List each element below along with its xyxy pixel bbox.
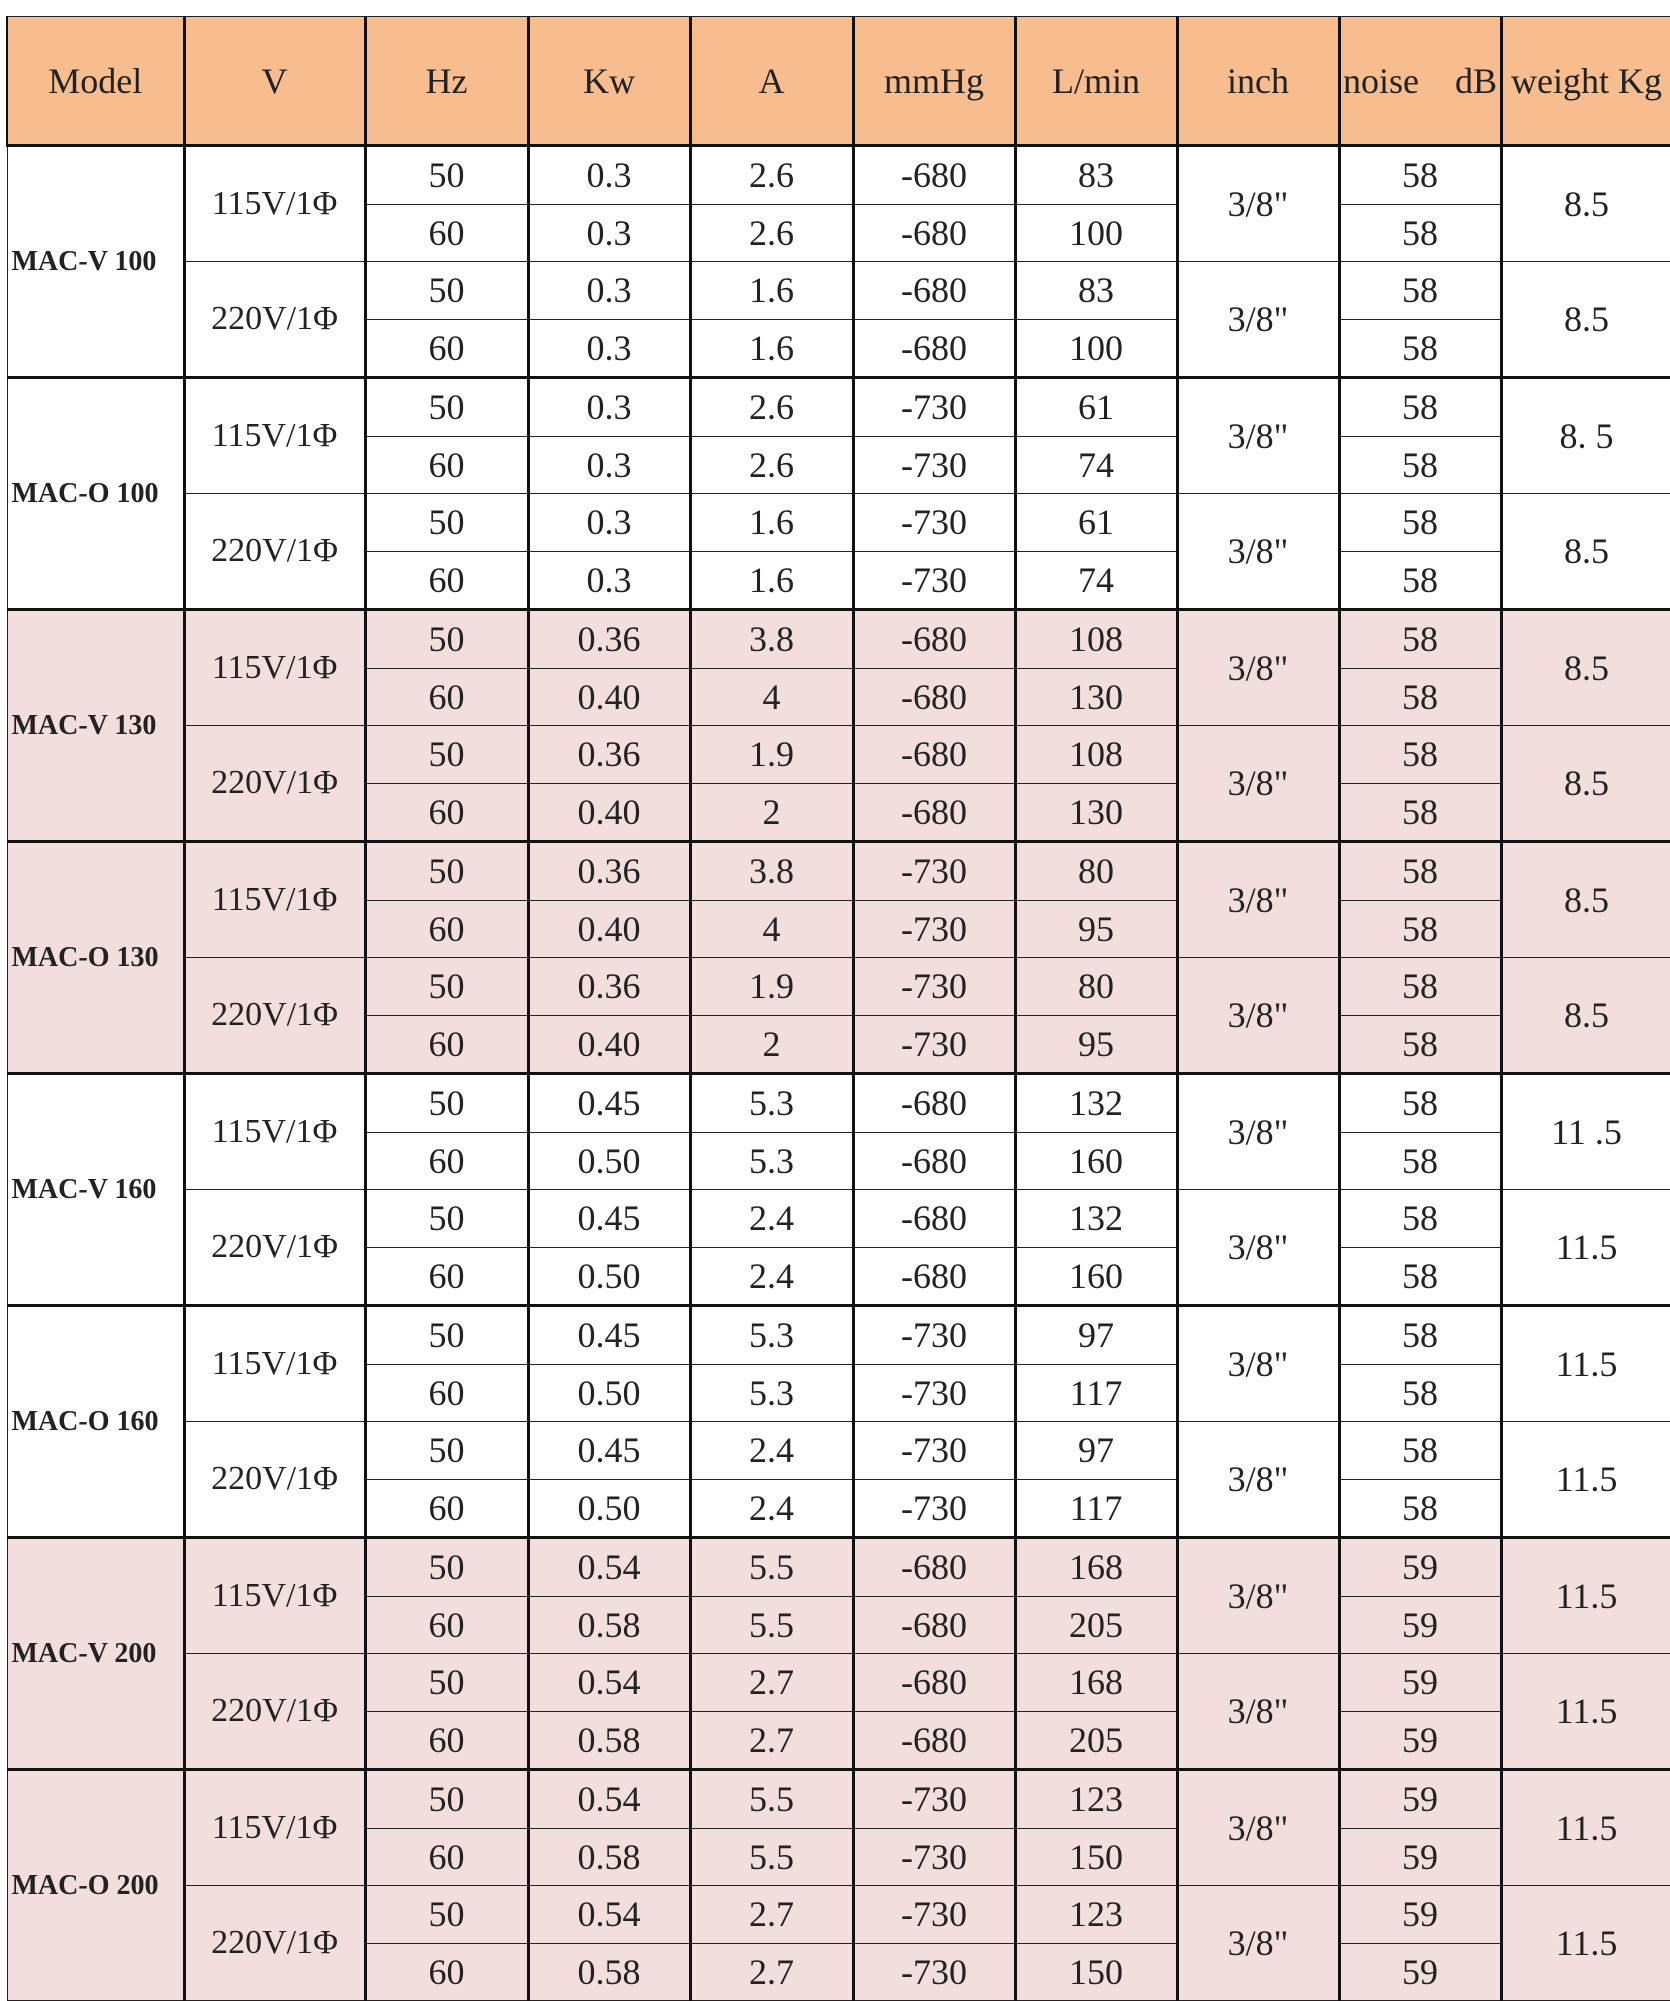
- hz-cell: 50: [365, 1422, 528, 1480]
- amps-cell: 5.5: [690, 1538, 853, 1597]
- noise-cell: 58: [1339, 726, 1501, 784]
- kw-cell: 0.3: [528, 319, 690, 378]
- header-inch: inch: [1177, 17, 1339, 146]
- flow-cell: 108: [1015, 610, 1177, 669]
- kw-cell: 0.58: [528, 1828, 690, 1886]
- weight-cell: 8.5: [1501, 262, 1670, 378]
- noise-cell: 58: [1339, 1364, 1501, 1422]
- inch-cell: 3/8": [1177, 146, 1339, 262]
- header-model: Model: [7, 17, 184, 146]
- inch-cell: 3/8": [1177, 1654, 1339, 1770]
- kw-cell: 0.50: [528, 1479, 690, 1538]
- voltage-cell: 220V/1Φ: [184, 726, 365, 842]
- model-group: [7, 1770, 1670, 2001]
- flow-cell: 150: [1015, 1943, 1177, 2001]
- weight-cell: 11.5: [1501, 1538, 1670, 1654]
- noise-cell: 58: [1339, 610, 1501, 669]
- table-row: [7, 1190, 1670, 1248]
- model-name: MAC-O 100: [7, 378, 184, 610]
- kw-cell: 0.36: [528, 726, 690, 784]
- kw-cell: 0.58: [528, 1711, 690, 1770]
- weight-cell: 8. 5: [1501, 378, 1670, 494]
- hz-cell: 50: [365, 1074, 528, 1133]
- hz-cell: 50: [365, 1306, 528, 1365]
- inch-cell: 3/8": [1177, 1190, 1339, 1306]
- voltage-cell: 115V/1Φ: [184, 1306, 365, 1422]
- amps-cell: 5.3: [690, 1306, 853, 1365]
- kw-cell: 0.40: [528, 900, 690, 958]
- flow-cell: 123: [1015, 1886, 1177, 1944]
- table-row: [7, 958, 1670, 1016]
- kw-cell: 0.3: [528, 551, 690, 610]
- noise-cell: 58: [1339, 900, 1501, 958]
- header-hz: Hz: [365, 17, 528, 146]
- flow-cell: 108: [1015, 726, 1177, 784]
- inch-cell: 3/8": [1177, 610, 1339, 726]
- mmhg-cell: -680: [853, 204, 1015, 262]
- mmhg-cell: -730: [853, 494, 1015, 552]
- amps-cell: 5.5: [690, 1596, 853, 1654]
- flow-cell: 74: [1015, 551, 1177, 610]
- kw-cell: 0.40: [528, 1015, 690, 1074]
- hz-cell: 50: [365, 262, 528, 320]
- kw-cell: 0.50: [528, 1364, 690, 1422]
- hz-cell: 60: [365, 319, 528, 378]
- noise-cell: 58: [1339, 204, 1501, 262]
- hz-cell: 50: [365, 842, 528, 901]
- mmhg-cell: -680: [853, 726, 1015, 784]
- amps-cell: 2.7: [690, 1654, 853, 1712]
- noise-cell: 58: [1339, 436, 1501, 494]
- voltage-cell: 115V/1Φ: [184, 1538, 365, 1654]
- hz-cell: 60: [365, 1943, 528, 2001]
- flow-cell: 80: [1015, 958, 1177, 1016]
- hz-cell: 50: [365, 146, 528, 205]
- flow-cell: 205: [1015, 1596, 1177, 1654]
- hz-cell: 60: [365, 1132, 528, 1190]
- noise-cell: 58: [1339, 1422, 1501, 1480]
- inch-cell: 3/8": [1177, 726, 1339, 842]
- hz-cell: 60: [365, 1479, 528, 1538]
- model-name: MAC-V 160: [7, 1074, 184, 1306]
- amps-cell: 2.7: [690, 1943, 853, 2001]
- noise-cell: 58: [1339, 1190, 1501, 1248]
- inch-cell: 3/8": [1177, 958, 1339, 1074]
- flow-cell: 168: [1015, 1654, 1177, 1712]
- noise-cell: 58: [1339, 551, 1501, 610]
- inch-cell: 3/8": [1177, 1770, 1339, 1886]
- table-row: [7, 494, 1670, 552]
- kw-cell: 0.40: [528, 668, 690, 726]
- mmhg-cell: -730: [853, 842, 1015, 901]
- flow-cell: 74: [1015, 436, 1177, 494]
- noise-cell: 59: [1339, 1828, 1501, 1886]
- mmhg-cell: -730: [853, 1422, 1015, 1480]
- hz-cell: 60: [365, 1015, 528, 1074]
- hz-cell: 50: [365, 494, 528, 552]
- flow-cell: 132: [1015, 1074, 1177, 1133]
- kw-cell: 0.54: [528, 1770, 690, 1829]
- flow-cell: 100: [1015, 204, 1177, 262]
- hz-cell: 50: [365, 1654, 528, 1712]
- hz-cell: 60: [365, 551, 528, 610]
- header-voltage: V: [184, 17, 365, 146]
- kw-cell: 0.54: [528, 1538, 690, 1597]
- kw-cell: 0.45: [528, 1306, 690, 1365]
- amps-cell: 3.8: [690, 842, 853, 901]
- model-name: MAC-O 200: [7, 1770, 184, 2001]
- model-group: [7, 378, 1670, 610]
- table-row: [7, 1306, 1670, 1365]
- weight-cell: 11.5: [1501, 1190, 1670, 1306]
- table-row: [7, 146, 1670, 205]
- voltage-cell: 220V/1Φ: [184, 1654, 365, 1770]
- noise-cell: 58: [1339, 146, 1501, 205]
- mmhg-cell: -680: [853, 146, 1015, 205]
- table-row: [7, 610, 1670, 669]
- noise-cell: 59: [1339, 1886, 1501, 1944]
- mmhg-cell: -680: [853, 668, 1015, 726]
- table-row: [7, 1422, 1670, 1480]
- hz-cell: 60: [365, 900, 528, 958]
- inch-cell: 3/8": [1177, 378, 1339, 494]
- mmhg-cell: -680: [853, 319, 1015, 378]
- amps-cell: 2.4: [690, 1247, 853, 1306]
- mmhg-cell: -730: [853, 1479, 1015, 1538]
- mmhg-cell: -730: [853, 958, 1015, 1016]
- amps-cell: 5.5: [690, 1770, 853, 1829]
- model-group: [7, 1306, 1670, 1538]
- amps-cell: 2.6: [690, 204, 853, 262]
- inch-cell: 3/8": [1177, 842, 1339, 958]
- noise-cell: 58: [1339, 378, 1501, 437]
- table-row: [7, 262, 1670, 320]
- flow-cell: 123: [1015, 1770, 1177, 1829]
- amps-cell: 2.4: [690, 1479, 853, 1538]
- weight-cell: 8.5: [1501, 842, 1670, 958]
- flow-cell: 130: [1015, 668, 1177, 726]
- noise-cell: 59: [1339, 1770, 1501, 1829]
- voltage-cell: 115V/1Φ: [184, 1770, 365, 1886]
- flow-cell: 97: [1015, 1422, 1177, 1480]
- noise-cell: 58: [1339, 262, 1501, 320]
- table-row: [7, 1654, 1670, 1712]
- hz-cell: 60: [365, 668, 528, 726]
- hz-cell: 50: [365, 1190, 528, 1248]
- voltage-cell: 115V/1Φ: [184, 146, 365, 262]
- model-group: [7, 146, 1670, 378]
- header-weight: weight Kg: [1501, 17, 1670, 146]
- flow-cell: 117: [1015, 1364, 1177, 1422]
- amps-cell: 5.3: [690, 1074, 853, 1133]
- flow-cell: 97: [1015, 1306, 1177, 1365]
- mmhg-cell: -680: [853, 1596, 1015, 1654]
- amps-cell: 5.5: [690, 1828, 853, 1886]
- amps-cell: 5.3: [690, 1364, 853, 1422]
- mmhg-cell: -680: [853, 1538, 1015, 1597]
- hz-cell: 60: [365, 436, 528, 494]
- kw-cell: 0.58: [528, 1596, 690, 1654]
- inch-cell: 3/8": [1177, 1886, 1339, 2001]
- noise-cell: 59: [1339, 1943, 1501, 2001]
- kw-cell: 0.40: [528, 783, 690, 842]
- kw-cell: 0.54: [528, 1654, 690, 1712]
- weight-cell: 8.5: [1501, 958, 1670, 1074]
- mmhg-cell: -730: [853, 1828, 1015, 1886]
- kw-cell: 0.3: [528, 436, 690, 494]
- amps-cell: 2.7: [690, 1711, 853, 1770]
- voltage-cell: 115V/1Φ: [184, 1074, 365, 1190]
- noise-cell: 58: [1339, 1247, 1501, 1306]
- weight-cell: 11.5: [1501, 1306, 1670, 1422]
- noise-cell: 58: [1339, 783, 1501, 842]
- mmhg-cell: -680: [853, 1711, 1015, 1770]
- hz-cell: 50: [365, 1886, 528, 1944]
- voltage-cell: 220V/1Φ: [184, 1422, 365, 1538]
- mmhg-cell: -730: [853, 1015, 1015, 1074]
- voltage-cell: 115V/1Φ: [184, 842, 365, 958]
- kw-cell: 0.36: [528, 842, 690, 901]
- kw-cell: 0.3: [528, 262, 690, 320]
- amps-cell: 1.9: [690, 726, 853, 784]
- mmhg-cell: -730: [853, 436, 1015, 494]
- kw-cell: 0.36: [528, 958, 690, 1016]
- model-name: MAC-O 130: [7, 842, 184, 1074]
- voltage-cell: 115V/1Φ: [184, 610, 365, 726]
- kw-cell: 0.45: [528, 1422, 690, 1480]
- kw-cell: 0.54: [528, 1886, 690, 1944]
- amps-cell: 2.4: [690, 1190, 853, 1248]
- model-group: [7, 1074, 1670, 1306]
- inch-cell: 3/8": [1177, 1074, 1339, 1190]
- weight-cell: 11.5: [1501, 1886, 1670, 2001]
- kw-cell: 0.36: [528, 610, 690, 669]
- weight-cell: 8.5: [1501, 610, 1670, 726]
- flow-cell: 100: [1015, 319, 1177, 378]
- hz-cell: 60: [365, 783, 528, 842]
- model-group: [7, 842, 1670, 1074]
- weight-cell: 11 .5: [1501, 1074, 1670, 1190]
- noise-cell: 58: [1339, 1074, 1501, 1133]
- noise-cell: 58: [1339, 1132, 1501, 1190]
- noise-cell: 58: [1339, 668, 1501, 726]
- model-name: MAC-O 160: [7, 1306, 184, 1538]
- amps-cell: 2.4: [690, 1422, 853, 1480]
- flow-cell: 168: [1015, 1538, 1177, 1597]
- weight-cell: 8.5: [1501, 494, 1670, 610]
- mmhg-cell: -680: [853, 1190, 1015, 1248]
- noise-cell: 58: [1339, 494, 1501, 552]
- mmhg-cell: -680: [853, 1247, 1015, 1306]
- mmhg-cell: -680: [853, 1074, 1015, 1133]
- hz-cell: 50: [365, 378, 528, 437]
- header-kw: Kw: [528, 17, 690, 146]
- mmhg-cell: -730: [853, 378, 1015, 437]
- noise-cell: 59: [1339, 1596, 1501, 1654]
- flow-cell: 160: [1015, 1247, 1177, 1306]
- table-row: [7, 378, 1670, 437]
- model-name: MAC-V 100: [7, 146, 184, 378]
- hz-cell: 50: [365, 610, 528, 669]
- model-group: [7, 610, 1670, 842]
- weight-cell: 11.5: [1501, 1422, 1670, 1538]
- mmhg-cell: -680: [853, 1132, 1015, 1190]
- hz-cell: 60: [365, 1596, 528, 1654]
- hz-cell: 60: [365, 1828, 528, 1886]
- flow-cell: 83: [1015, 262, 1177, 320]
- voltage-cell: 220V/1Φ: [184, 1886, 365, 2001]
- noise-cell: 59: [1339, 1711, 1501, 1770]
- flow-cell: 95: [1015, 1015, 1177, 1074]
- amps-cell: 2: [690, 783, 853, 842]
- noise-cell: 58: [1339, 842, 1501, 901]
- hz-cell: 60: [365, 1711, 528, 1770]
- mmhg-cell: -680: [853, 1654, 1015, 1712]
- table-row: [7, 726, 1670, 784]
- kw-cell: 0.50: [528, 1132, 690, 1190]
- mmhg-cell: -730: [853, 1306, 1015, 1365]
- kw-cell: 0.45: [528, 1074, 690, 1133]
- mmhg-cell: -730: [853, 1364, 1015, 1422]
- mmhg-cell: -730: [853, 1886, 1015, 1944]
- voltage-cell: 220V/1Φ: [184, 958, 365, 1074]
- header-noise: noise dB: [1339, 17, 1501, 146]
- hz-cell: 60: [365, 204, 528, 262]
- flow-cell: 61: [1015, 494, 1177, 552]
- mmhg-cell: -730: [853, 1943, 1015, 2001]
- header-row: [7, 17, 1670, 146]
- hz-cell: 60: [365, 1247, 528, 1306]
- hz-cell: 50: [365, 1770, 528, 1829]
- kw-cell: 0.50: [528, 1247, 690, 1306]
- amps-cell: 2: [690, 1015, 853, 1074]
- header-flow: L/min: [1015, 17, 1177, 146]
- noise-cell: 58: [1339, 319, 1501, 378]
- noise-cell: 59: [1339, 1538, 1501, 1597]
- hz-cell: 50: [365, 958, 528, 1016]
- amps-cell: 3.8: [690, 610, 853, 669]
- kw-cell: 0.3: [528, 204, 690, 262]
- table-row: [7, 1074, 1670, 1133]
- flow-cell: 160: [1015, 1132, 1177, 1190]
- amps-cell: 4: [690, 900, 853, 958]
- amps-cell: 1.9: [690, 958, 853, 1016]
- kw-cell: 0.45: [528, 1190, 690, 1248]
- noise-cell: 58: [1339, 1015, 1501, 1074]
- noise-cell: 58: [1339, 1306, 1501, 1365]
- flow-cell: 61: [1015, 378, 1177, 437]
- table-row: [7, 1770, 1670, 1829]
- amps-cell: 1.6: [690, 319, 853, 378]
- amps-cell: 2.6: [690, 378, 853, 437]
- header-mmhg: mmHg: [853, 17, 1015, 146]
- voltage-cell: 220V/1Φ: [184, 494, 365, 610]
- flow-cell: 95: [1015, 900, 1177, 958]
- flow-cell: 150: [1015, 1828, 1177, 1886]
- flow-cell: 83: [1015, 146, 1177, 205]
- weight-cell: 11.5: [1501, 1770, 1670, 1886]
- weight-cell: 8.5: [1501, 726, 1670, 842]
- table-header: [7, 17, 1670, 146]
- noise-cell: 58: [1339, 958, 1501, 1016]
- mmhg-cell: -730: [853, 551, 1015, 610]
- model-name: MAC-V 200: [7, 1538, 184, 1770]
- flow-cell: 130: [1015, 783, 1177, 842]
- table-row: [7, 842, 1670, 901]
- amps-cell: 4: [690, 668, 853, 726]
- mmhg-cell: -680: [853, 262, 1015, 320]
- mmhg-cell: -730: [853, 900, 1015, 958]
- weight-cell: 8.5: [1501, 146, 1670, 262]
- amps-cell: 1.6: [690, 551, 853, 610]
- amps-cell: 1.6: [690, 262, 853, 320]
- kw-cell: 0.3: [528, 494, 690, 552]
- hz-cell: 60: [365, 1364, 528, 1422]
- amps-cell: 2.6: [690, 436, 853, 494]
- noise-cell: 58: [1339, 1479, 1501, 1538]
- amps-cell: 5.3: [690, 1132, 853, 1190]
- model-name: MAC-V 130: [7, 610, 184, 842]
- mmhg-cell: -680: [853, 610, 1015, 669]
- model-group: [7, 1538, 1670, 1770]
- amps-cell: 2.7: [690, 1886, 853, 1944]
- kw-cell: 0.58: [528, 1943, 690, 2001]
- inch-cell: 3/8": [1177, 262, 1339, 378]
- weight-cell: 11.5: [1501, 1654, 1670, 1770]
- amps-cell: 2.6: [690, 146, 853, 205]
- voltage-cell: 220V/1Φ: [184, 262, 365, 378]
- flow-cell: 80: [1015, 842, 1177, 901]
- kw-cell: 0.3: [528, 146, 690, 205]
- header-amps: A: [690, 17, 853, 146]
- inch-cell: 3/8": [1177, 1538, 1339, 1654]
- inch-cell: 3/8": [1177, 1306, 1339, 1422]
- inch-cell: 3/8": [1177, 1422, 1339, 1538]
- spec-table: [6, 16, 1670, 2001]
- flow-cell: 205: [1015, 1711, 1177, 1770]
- voltage-cell: 220V/1Φ: [184, 1190, 365, 1306]
- mmhg-cell: -680: [853, 783, 1015, 842]
- inch-cell: 3/8": [1177, 494, 1339, 610]
- flow-cell: 132: [1015, 1190, 1177, 1248]
- kw-cell: 0.3: [528, 378, 690, 437]
- table-row: [7, 1886, 1670, 1944]
- noise-cell: 59: [1339, 1654, 1501, 1712]
- flow-cell: 117: [1015, 1479, 1177, 1538]
- table-row: [7, 1538, 1670, 1597]
- amps-cell: 1.6: [690, 494, 853, 552]
- hz-cell: 50: [365, 1538, 528, 1597]
- voltage-cell: 115V/1Φ: [184, 378, 365, 494]
- mmhg-cell: -730: [853, 1770, 1015, 1829]
- hz-cell: 50: [365, 726, 528, 784]
